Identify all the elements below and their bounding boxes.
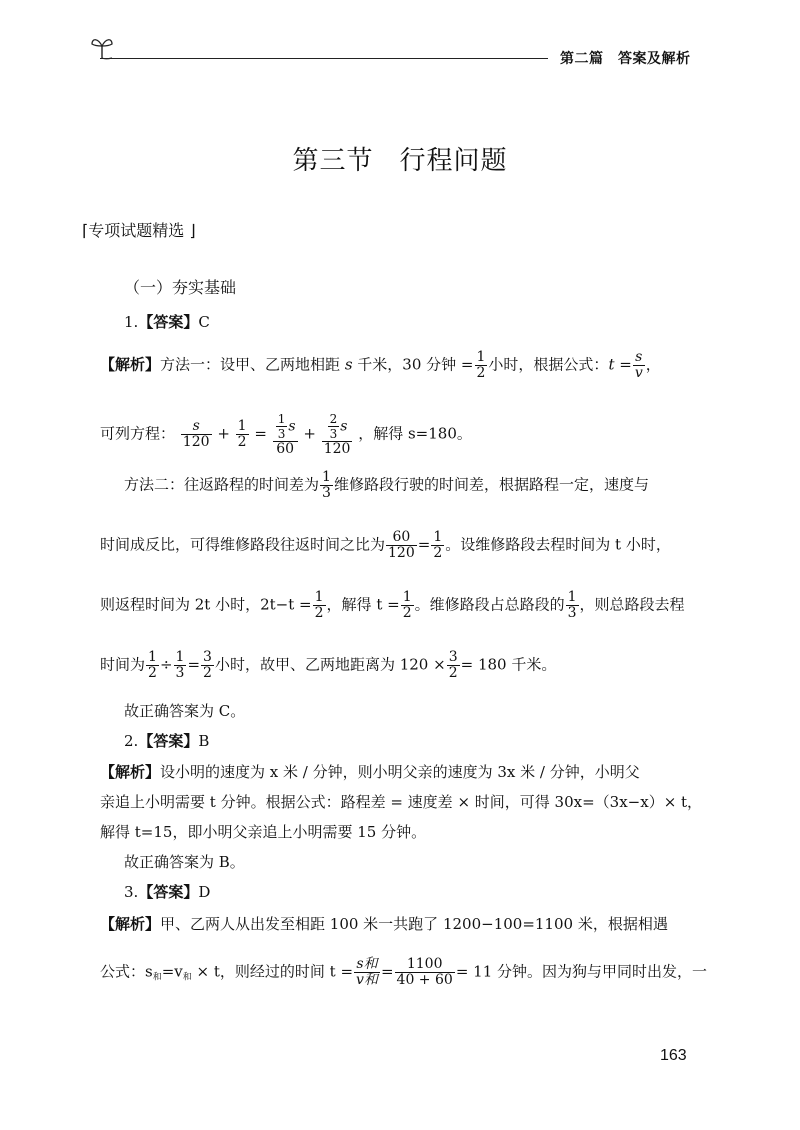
fraction: $\frac{s}{v}$ bbox=[634, 349, 643, 381]
fraction: $\frac{1}{2}$ bbox=[148, 649, 157, 681]
answer-label: 【答案】 bbox=[138, 313, 199, 331]
section-heading bbox=[82, 218, 196, 241]
q3-analysis-line1: 【解析】甲、乙两人从出发至相距 100 米一共跑了 1200−100=1100 米，根据相遇 bbox=[100, 915, 668, 933]
title-part1: 第三节 bbox=[292, 146, 374, 176]
q2-analysis-line1: 【解析】设小明的速度为 x 米 / 分钟，则小明父亲的速度为 3x 米 / 分钟，小明父 bbox=[100, 763, 640, 781]
q2-answer: B bbox=[198, 732, 210, 750]
compound-fraction: $\frac{1}{3}$ s 60 bbox=[273, 412, 298, 457]
fraction: $\frac{3}{2}$ bbox=[448, 649, 458, 681]
q2-analysis-line3: 解得 t=15，即小明父亲追上小明需要 15 分钟。 bbox=[100, 823, 427, 841]
analysis-label: 【解析】 bbox=[100, 763, 161, 781]
fraction: $\frac{\text{s和}}{\text{v和}}$ bbox=[356, 956, 378, 988]
fraction: $\frac{1}{2}$ bbox=[237, 418, 247, 450]
section-heading-text: 专项试题精选 bbox=[88, 221, 185, 240]
page-number: 163 bbox=[660, 1047, 687, 1064]
q1-conclusion: 故正确答案为 C。 bbox=[124, 702, 246, 720]
fraction: $\frac{1}{3}$ bbox=[322, 469, 331, 501]
q1-equation-line: 可列方程： $\frac{s}{120}$ + $\frac{1}{2}$ = $\frac{1}{3}$ s 60 + $\frac{2}{3}$ s 120 ，解得 s=180。 bbox=[100, 412, 472, 457]
q1-answer-line: 1.【答案】C bbox=[124, 313, 210, 331]
fraction: $\frac{1}{2}$ bbox=[314, 589, 324, 621]
fraction: $\frac{60}{120}$ bbox=[388, 529, 415, 561]
q1-method2-line1: 方法二：往返路程的时间差为 $\frac{1}{3}$ 维修路段行驶的时间差，根据路程一定，速度与 bbox=[124, 469, 649, 501]
fraction: $\frac{1}{3}$ bbox=[175, 649, 185, 681]
subsection-heading: （一）夯实基础 bbox=[124, 278, 237, 297]
fraction: $\frac{3}{2}$ bbox=[203, 649, 212, 681]
fraction: $\frac{1}{3}$ bbox=[567, 589, 577, 621]
header-chapter: 第二篇 答案及解析 bbox=[560, 51, 691, 67]
q2-answer-line: 2.【答案】B bbox=[124, 732, 210, 750]
fraction: $\frac{1}{2}$ bbox=[402, 589, 412, 621]
bracket-right-icon: ⌋ bbox=[184, 221, 196, 240]
q1-method2-line2: 时间成反比，可得维修路段往返时间之比为 $\frac{60}{120}$ = $\frac{1}{2}$ 。设维修路段去程时间为 t 小时， bbox=[100, 529, 671, 561]
q1-method2-line4: 时间为 $\frac{1}{2}$ ÷ $\frac{1}{3}$ = $\frac{3}{2}$ 小时，故甲、乙两地距离为 120 × $\frac{3}{2}$ = 180 千米。 bbox=[100, 649, 557, 681]
q3-answer-line: 3.【答案】D bbox=[124, 883, 211, 901]
fraction: $\frac{s}{120}$ bbox=[182, 418, 210, 450]
bracket-left-icon: ⌈ bbox=[82, 221, 89, 240]
answer-label: 【答案】 bbox=[138, 883, 199, 901]
title-part2: 行程问题 bbox=[399, 146, 508, 176]
answer-label: 【答案】 bbox=[138, 732, 199, 750]
q3-analysis-line2: 公式：$s_和=v_和 \times t$，则经过的时间 t = $\frac{\text{s和}}{\text{v和}}$ = $\frac{1100}{40 + 60}$ = 11 分钟。因为狗与甲同时出发，一 bbox=[100, 956, 708, 988]
header-rule bbox=[100, 58, 548, 59]
sprout-icon bbox=[90, 34, 114, 60]
q1-method1-line: 【解析】方法一：设甲、乙两地相距 s 千米，30 分钟 = $\frac{1}{2}$ 小时，根据公式：t = $\frac{s}{v}$ ， bbox=[100, 349, 661, 381]
q2-analysis-line2: 亲追上小明需要 t 分钟。根据公式：路程差 = 速度差 × 时间，可得 30x=（3x−x）× t， bbox=[100, 793, 703, 811]
analysis-label: 【解析】 bbox=[100, 355, 161, 374]
fraction: $\frac{1}{2}$ bbox=[433, 529, 443, 561]
fraction: $\frac{1100}{40 + 60}$ bbox=[396, 956, 453, 988]
q1-answer: C bbox=[198, 313, 210, 331]
q3-answer: D bbox=[198, 883, 211, 901]
analysis-label: 【解析】 bbox=[100, 915, 161, 933]
fraction: $\frac{1}{2}$ bbox=[476, 349, 486, 381]
page-title bbox=[0, 140, 800, 177]
q1-method2-line3: 则返程时间为 2t 小时，2t−t = $\frac{1}{2}$ ，解得 t = $\frac{1}{2}$ 。维修路段占总路段的 $\frac{1}{3}$ ，则总路段去程 bbox=[100, 589, 685, 621]
compound-fraction: $\frac{2}{3}$ s 120 bbox=[323, 412, 351, 457]
q2-conclusion: 故正确答案为 B。 bbox=[124, 853, 245, 871]
